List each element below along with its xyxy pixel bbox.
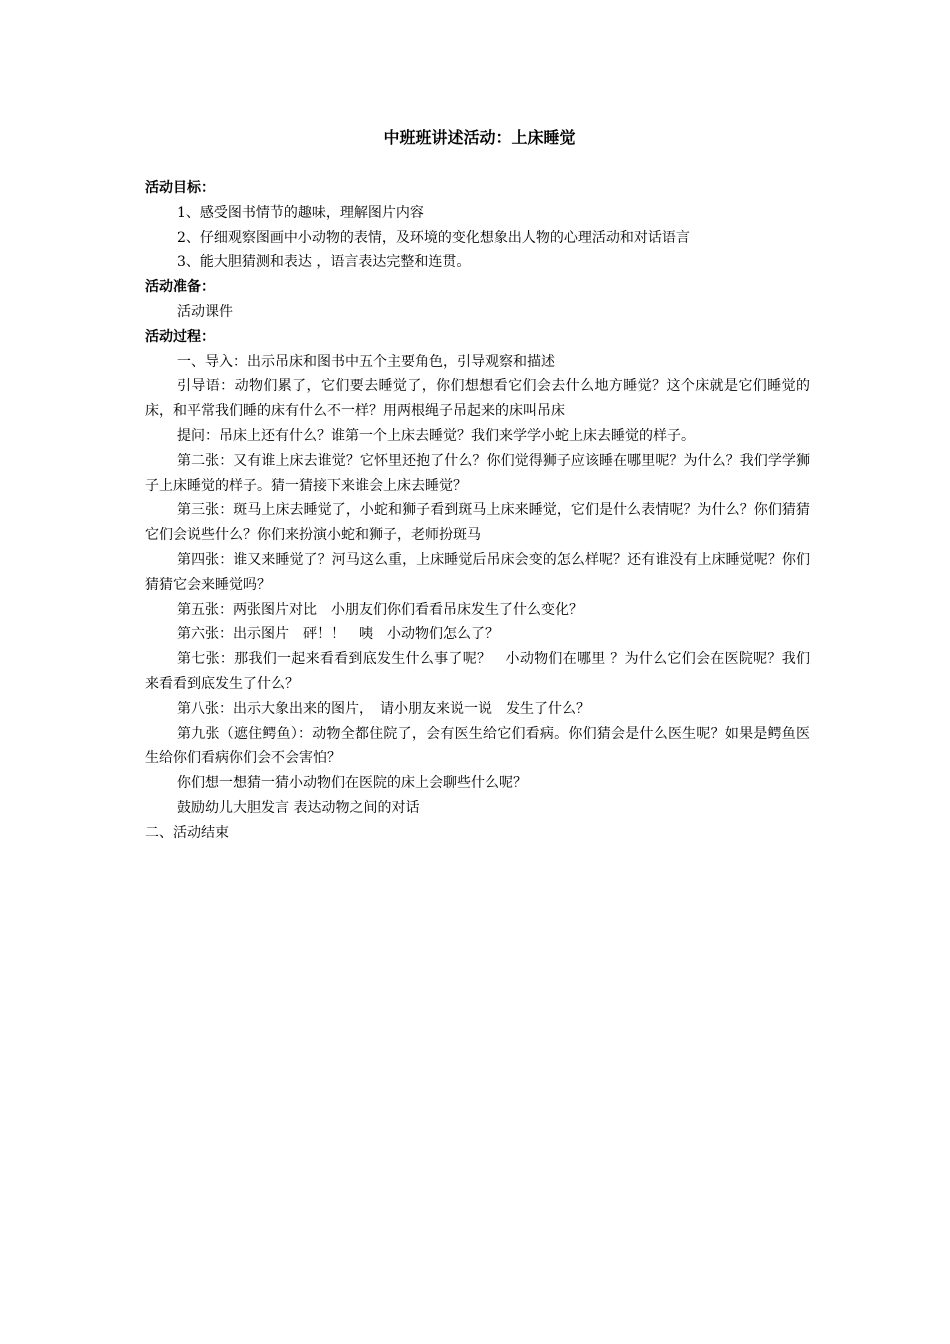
section-goals — [145, 176, 810, 275]
section-heading-process: 活动过程： — [145, 328, 215, 345]
process-paragraph: 第六张：出示图片 砰！！ 咦 小动物们怎么了？ — [177, 626, 499, 643]
process-paragraph: 第八张：出示大象出来的图片， 请小朋友来说一说 发生了什么？ — [177, 700, 590, 717]
process-paragraph: 鼓励幼儿大胆发言 表达动物之间的对话 — [177, 799, 420, 816]
process-paragraph: 提问：吊床上还有什么？谁第一个上床去睡觉？我们来学学小蛇上床去睡觉的样子。 — [177, 427, 695, 444]
process-paragraph: 第三张：斑马上床去睡觉了，小蛇和狮子看到斑马上床来睡觉，它们是什么表情呢？为什么？你们猜猜它们会说些什么？你们来扮演小蛇和狮子，老师扮斑马 — [145, 502, 810, 544]
process-paragraph: 第九张（遮住鳄鱼）：动物全都住院了，会有医生给它们看病。你们猜会是什么医生呢？如果是鳄鱼医生给你们看病你们会不会害怕？ — [145, 725, 810, 767]
process-closing: 二、活动结束 — [145, 824, 229, 841]
section-heading-preparation: 活动准备： — [145, 279, 215, 296]
process-paragraph: 引导语：动物们累了，它们要去睡觉了，你们想想看它们会去什么地方睡觉？这个床就是它们睡觉的床，和平常我们睡的床有什么不一样？用两根绳子吊起来的床叫吊床 — [145, 378, 810, 420]
goal-item: 2、仔细观察图画中小动物的表情，及环境的变化想象出人物的心理活动和对话语言 — [177, 229, 690, 246]
goal-item: 3、能大胆猜测和表达 ，语言表达完整和连贯。 — [177, 254, 471, 271]
process-paragraph: 你们想一想猜一猜小动物们在医院的床上会聊些什么呢？ — [177, 775, 527, 792]
document-title: 中班班讲述活动：上床睡觉 — [383, 128, 576, 147]
section-process — [145, 325, 810, 846]
process-paragraph: 一、导入：出示吊床和图书中五个主要角色，引导观察和描述 — [177, 353, 555, 370]
goal-item: 1、感受图书情节的趣味，理解图片内容 — [177, 204, 424, 221]
process-paragraph: 第二张：又有谁上床去谁觉？它怀里还抱了什么？你们觉得狮子应该睡在哪里呢？为什么？我们学学狮子上床睡觉的样子。猜一猜接下来谁会上床去睡觉？ — [145, 452, 810, 494]
process-paragraph: 第四张：谁又来睡觉了？河马这么重，上床睡觉后吊床会变的怎么样呢？还有谁没有上床睡觉呢？你们猜猜它会来睡觉吗？ — [145, 551, 810, 593]
process-paragraph: 第七张：那我们一起来看看到底发生什么事了呢？ 小动物们在哪里 ？为什么它们会在医院呢？我们来看看到底发生了什么？ — [145, 651, 810, 692]
preparation-item: 活动课件 — [177, 303, 233, 320]
section-preparation — [145, 275, 810, 325]
process-paragraph: 第五张：两张图片对比 小朋友们你们看看吊床发生了什么变化？ — [177, 601, 583, 618]
document-page — [145, 124, 810, 846]
section-heading-goals: 活动目标： — [145, 180, 215, 196]
